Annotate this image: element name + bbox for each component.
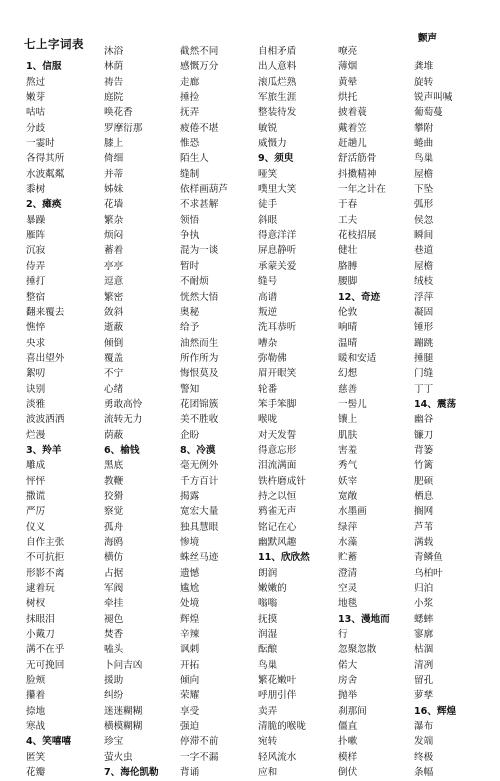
word-entry: 搁网 (414, 506, 434, 518)
word-entry: 葡萄蔓 (414, 107, 443, 119)
word-entry: 恍然大悟 (180, 291, 219, 303)
word-entry: 惟恐 (180, 138, 200, 150)
word-entry: 叛逆 (258, 306, 278, 318)
word-entry: 卜问吉凶 (104, 659, 143, 671)
page-title: 七上字词表 (24, 37, 84, 51)
word-entry: 轻风流水 (258, 751, 297, 763)
word-entry: 庭院 (104, 92, 124, 104)
word-entry: 倾向 (180, 675, 200, 687)
word-entry: 侍弄 (26, 260, 46, 272)
word-entry: 嫩嫩的 (258, 583, 287, 595)
word-entry: 缝号 (258, 276, 278, 288)
word-entry: 波波洒洒 (26, 414, 65, 426)
word-entry: 鸟巢 (414, 153, 434, 165)
word-entry: 铁杵磨成针 (258, 475, 306, 487)
word-entry: 行 (338, 629, 348, 641)
word-entry: 房舍 (338, 675, 358, 687)
word-entry: 得意洋洋 (258, 230, 297, 242)
word-entry: 覆盖 (104, 352, 124, 364)
word-entry: 浮萍 (414, 291, 434, 303)
word-entry: 一霎时 (26, 138, 55, 150)
word-entry: 惨境 (180, 537, 200, 548)
word-entry: 揭露 (180, 490, 200, 502)
word-entry: 萝孳 (414, 690, 434, 702)
word-entry: 淡雅 (26, 398, 46, 410)
word-entry: 沉寂 (26, 245, 46, 257)
word-entry: 扑嗽 (338, 736, 358, 748)
word-entry: 肌肤 (338, 429, 358, 441)
word-entry: 害羞 (338, 444, 358, 456)
word-entry: 模样 (338, 751, 358, 763)
word-entry: 忽聚忽散 (338, 644, 377, 656)
word-entry: 瞬间 (414, 230, 434, 242)
word-entry (414, 44, 494, 59)
word-entry: 青鳞鱼 (414, 552, 443, 564)
word-entry: 奥秘 (180, 306, 200, 318)
word-entry: 水藻 (338, 537, 358, 548)
word-entry: 雕成 (26, 460, 46, 472)
word-entry: 眉开眼笑 (258, 368, 297, 380)
word-entry: 絮叨 (26, 368, 46, 380)
word-entry: 横仿 (104, 552, 124, 564)
lesson-heading: 1、信服 (26, 61, 62, 73)
word-entry: 遗憾 (180, 567, 200, 579)
word-entry: 雁阵 (26, 230, 46, 242)
word-entry: 抚弄 (180, 107, 200, 119)
extra-word: 颤声 (418, 33, 438, 44)
lesson-heading: 12、奇迹 (338, 291, 381, 303)
word-entry: 屋檐 (414, 260, 434, 272)
word-entry: 响晴 (338, 322, 358, 334)
word-entry: 归泊 (414, 583, 434, 595)
word-entry: 央求 (26, 337, 46, 349)
word-entry: 罗摩衍那 (104, 122, 143, 134)
lesson-heading: 11、欣欣然 (258, 552, 310, 564)
word-entry: 海鸥 (104, 537, 124, 548)
word-entry: 空灵 (338, 583, 358, 595)
word-entry: 寒战 (26, 721, 46, 733)
word-entry: 荫蔽 (104, 429, 124, 441)
word-entry: 所作所为 (180, 352, 219, 364)
word-entry: 条幅 (414, 767, 434, 779)
word-column-6 (414, 44, 494, 781)
word-entry: 侯忽 (414, 214, 434, 226)
word-entry: 依样画葫芦 (180, 184, 228, 196)
word-entry: 捶捡 (180, 92, 200, 104)
word-entry: 竹篱 (414, 460, 434, 472)
word-entry: 逗意 (104, 276, 124, 288)
word-entry: 截然不同 (180, 46, 219, 57)
word-entry: 枯涸 (414, 644, 434, 656)
word-entry: 占据 (104, 567, 124, 579)
word-entry: 栖息 (414, 490, 434, 502)
word-entry: 黑底 (104, 460, 124, 472)
word-entry: 萤火虫 (104, 751, 133, 763)
word-entry: 花瓣 (26, 767, 46, 779)
word-entry: 宽敞 (338, 490, 358, 502)
word-entry: 巷道 (414, 245, 434, 257)
word-entry: 逝蔽 (104, 322, 124, 334)
word-entry: 并蒂 (104, 168, 124, 180)
word-entry: 怦怦 (26, 475, 46, 487)
word-entry: 幻想 (338, 368, 358, 380)
word-entry: 发端 (414, 736, 434, 748)
word-entry: 烦闷 (104, 230, 124, 242)
word-entry: 军旅生涯 (258, 92, 297, 104)
word-entry: 绒枝 (414, 276, 434, 288)
word-entry: 镰刀 (414, 429, 434, 441)
word-entry: 迷迷糊糊 (104, 705, 143, 717)
word-entry: 停滞不前 (180, 736, 219, 748)
word-entry: 应和 (258, 767, 278, 779)
word-entry: 倒伏 (338, 767, 358, 779)
word-entry: 润湿 (258, 629, 278, 641)
word-entry: 捶打 (26, 276, 46, 288)
word-entry: 温晴 (338, 337, 358, 349)
word-entry: 熬过 (26, 76, 46, 88)
word-entry: 一字不漏 (180, 751, 219, 763)
word-entry: 缝制 (180, 168, 200, 180)
lesson-heading: 2、瘫痪 (26, 199, 62, 211)
word-entry: 僵直 (338, 721, 358, 733)
word-entry: 丁丁 (414, 383, 434, 395)
word-entry: 荣耀 (180, 690, 200, 702)
word-entry: 援助 (104, 675, 124, 687)
word-entry: 门缝 (414, 368, 434, 380)
word-entry: 乌柏叶 (414, 567, 443, 579)
word-column-2 (104, 44, 180, 781)
word-entry: 疲倦不堪 (180, 122, 219, 134)
word-entry: 抛举 (338, 690, 358, 702)
word-entry: 蛛丝马迹 (180, 552, 219, 564)
word-entry: 蹦跳 (414, 337, 434, 349)
word-entry: 胳膊 (338, 260, 358, 272)
word-entry: 锤形 (414, 322, 434, 334)
word-entry: 龚堆 (414, 61, 434, 73)
word-entry: 芦苇 (414, 521, 434, 533)
word-entry: 树杈 (26, 598, 46, 610)
word-entry: 一年之计在 (338, 184, 386, 196)
word-entry: 嘈杂 (258, 337, 278, 349)
word-entry: 整装待发 (258, 107, 297, 119)
word-entry: 宛转 (258, 736, 278, 748)
word-entry: 悔恨莫及 (180, 368, 219, 380)
word-entry: 背诵 (180, 767, 200, 779)
word-entry: 宽宏大量 (180, 506, 219, 518)
word-entry: 花墙 (104, 199, 124, 211)
word-entry: 捶腿 (414, 352, 434, 364)
word-entry: 亭亭 (104, 260, 124, 272)
word-entry: 水波粼粼 (26, 168, 65, 180)
word-entry: 狡猾 (104, 490, 124, 502)
word-entry: 锐声叫喊 (414, 92, 453, 104)
word-entry: 军阀 (104, 583, 124, 595)
word-entry: 沐浴 (104, 46, 124, 57)
word-entry: 小戴刀 (26, 629, 55, 641)
word-entry: 笨手笨脚 (258, 398, 297, 410)
word-entry: 混为一谈 (180, 245, 219, 257)
word-entry: 黍树 (26, 184, 46, 196)
word-entry: 不求甚解 (180, 199, 219, 211)
word-entry: 尴尬 (180, 583, 200, 595)
word-entry: 下坠 (414, 184, 434, 196)
word-entry: 诀别 (26, 383, 46, 395)
word-entry: 背篓 (414, 444, 434, 456)
word-entry: 辉煌 (180, 613, 200, 625)
word-entry: 咕咕 (26, 107, 46, 119)
word-entry: 自相矛盾 (258, 46, 297, 57)
word-entry: 领悟 (180, 214, 200, 226)
lesson-heading: 4、笑嘻嘻 (26, 736, 72, 748)
word-entry: 花团锦簇 (180, 398, 219, 410)
word-entry: 披着蓑 (338, 107, 367, 119)
word-entry: 朗润 (258, 567, 278, 579)
word-entry: 戴着笠 (338, 122, 367, 134)
word-entry: 寥廓 (414, 629, 434, 641)
word-entry: 嗡嗡 (258, 598, 278, 610)
word-entry: 哑笑 (258, 168, 278, 180)
word-entry: 攥着 (26, 690, 46, 702)
word-entry: 抹眼泪 (26, 613, 55, 625)
word-entry: 滚瓜烂熟 (258, 76, 297, 88)
word-entry: 千方百计 (180, 475, 219, 487)
word-entry: 珍宝 (104, 736, 124, 748)
lesson-heading: 13、漫地而 (338, 613, 390, 625)
word-entry: 仪义 (26, 521, 46, 533)
word-entry: 唤花香 (104, 107, 133, 119)
word-entry: 嗑头 (104, 644, 124, 656)
word-entry: 辛辣 (180, 629, 200, 641)
word-entry: 教鞭 (104, 475, 124, 487)
word-entry: 屋檐 (414, 168, 434, 180)
word-entry: 持之以恒 (258, 490, 297, 502)
word-entry: 蜷曲 (414, 138, 434, 150)
word-entry: 弥勒佛 (258, 352, 287, 364)
word-entry: 幽默风趣 (258, 537, 297, 548)
word-entry: 牵挂 (104, 598, 124, 610)
word-entry: 焚香 (104, 629, 124, 641)
word-entry: 强迫 (180, 721, 200, 733)
word-entry: 鸟巢 (258, 659, 278, 671)
word-entry: 脸颊 (26, 675, 46, 687)
word-entry: 徒手 (258, 199, 278, 211)
word-entry: 攀附 (414, 122, 434, 134)
word-entry: 工夫 (338, 214, 358, 226)
word-entry: 喜出望外 (26, 352, 65, 364)
word-entry: 蓄着 (104, 245, 124, 257)
word-entry: 弧形 (414, 199, 434, 211)
word-entry: 捺地 (26, 705, 46, 717)
word-entry: 林荫 (104, 61, 124, 73)
word-entry: 花枝招展 (338, 230, 377, 242)
word-entry: 流转无力 (104, 414, 143, 426)
word-entry: 薄烟 (338, 61, 358, 73)
word-entry: 噗里大笑 (258, 184, 297, 196)
word-entry: 纠纷 (104, 690, 124, 702)
word-entry: 自作主张 (26, 537, 65, 548)
word-column-5 (338, 44, 414, 781)
word-entry: 无可挽回 (26, 659, 65, 671)
word-entry: 严厉 (26, 506, 46, 518)
word-entry: 暴躁 (26, 214, 46, 226)
word-entry: 繁密 (104, 291, 124, 303)
word-entry: 一髻儿 (338, 398, 367, 410)
word-entry: 勇敢高怜 (104, 398, 143, 410)
word-entry (26, 44, 104, 59)
word-entry: 油然而生 (180, 337, 219, 349)
word-entry: 姊妹 (104, 184, 124, 196)
word-entry: 轮番 (258, 383, 278, 395)
lesson-heading: 7、海伦凯勒 (104, 767, 159, 779)
word-entry: 敛斜 (104, 306, 124, 318)
word-entry: 逮着玩 (26, 583, 55, 595)
word-entry: 终极 (414, 751, 434, 763)
word-column-1 (26, 44, 104, 781)
word-entry: 倚细 (104, 153, 124, 165)
word-entry: 开拓 (180, 659, 200, 671)
word-entry: 孤舟 (104, 521, 124, 533)
word-entry: 地毯 (338, 598, 358, 610)
word-entry: 匿笑 (26, 751, 46, 763)
word-entry: 喉咙 (258, 414, 278, 426)
word-entry: 伦敦 (338, 306, 358, 318)
word-entry: 得意忘形 (258, 444, 297, 456)
word-entry: 瀑布 (414, 721, 434, 733)
word-entry: 企盼 (180, 429, 200, 441)
word-entry: 分歧 (26, 122, 46, 134)
word-entry: 享受 (180, 705, 200, 717)
word-entry: 贮蓄 (338, 552, 358, 564)
word-entry: 腰脚 (338, 276, 358, 288)
word-entry: 幽谷 (414, 414, 434, 426)
word-entry: 鸦雀无声 (258, 506, 297, 518)
word-entry: 各得其所 (26, 153, 65, 165)
word-entry: 洗耳恭听 (258, 322, 297, 334)
word-entry: 澄清 (338, 567, 358, 579)
word-entry: 刹那间 (338, 705, 367, 717)
word-entry: 不可抗拒 (26, 552, 65, 564)
word-entry: 争执 (180, 230, 200, 242)
word-entry: 陌生人 (180, 153, 209, 165)
word-entry: 讽刺 (180, 644, 200, 656)
word-entry: 清冽 (414, 659, 434, 671)
word-entry: 烂漫 (26, 429, 46, 441)
lesson-heading: 6、榆钱 (104, 444, 140, 456)
word-entry: 斜眼 (258, 214, 278, 226)
word-entry: 美不胜收 (180, 414, 219, 426)
word-entry: 警知 (180, 383, 200, 395)
word-entry: 水墨画 (338, 506, 367, 518)
word-entry: 镶上 (338, 414, 358, 426)
word-entry: 倾倒 (104, 337, 124, 349)
lesson-heading: 14、震荡 (414, 398, 457, 410)
word-entry: 繁花嫩叶 (258, 675, 297, 687)
word-entry: 铭记在心 (258, 521, 297, 533)
word-entry: 暖和安适 (338, 352, 377, 364)
word-entry: 屏息静听 (258, 245, 297, 257)
word-entry: 褪色 (104, 613, 124, 625)
word-entry: 呼朋引伴 (258, 690, 297, 702)
word-entry: 卖弄 (258, 705, 278, 717)
word-entry: 处境 (180, 598, 200, 610)
word-entry: 满载 (414, 537, 434, 548)
word-entry: 满不在乎 (26, 644, 65, 656)
word-entry: 酝酿 (258, 644, 278, 656)
word-entry: 烘托 (338, 92, 358, 104)
word-entry: 偌大 (338, 659, 358, 671)
word-entry: 形影不离 (26, 567, 65, 579)
word-entry: 走廊 (180, 76, 200, 88)
word-column-3 (180, 44, 258, 781)
word-entry: 敏锐 (258, 122, 278, 134)
word-entry: 泪流满面 (258, 460, 297, 472)
word-entry: 抚摸 (258, 613, 278, 625)
word-entry: 抖擞精神 (338, 168, 377, 180)
word-entry: 不耐烦 (180, 276, 209, 288)
lesson-heading: 3、羚羊 (26, 444, 62, 456)
lesson-heading: 8、冷漠 (180, 444, 216, 456)
word-entry: 赶趟儿 (338, 138, 367, 150)
word-entry: 旋转 (414, 76, 434, 88)
word-entry: 小浆 (414, 598, 434, 610)
word-entry: 绿萍 (338, 521, 358, 533)
word-entry: 妖宰 (338, 475, 358, 487)
word-entry: 留孔 (414, 675, 434, 687)
word-entry: 蟋蟀 (414, 613, 434, 625)
word-entry: 清脆的喉咙 (258, 721, 306, 733)
word-entry: 出人意料 (258, 61, 297, 73)
word-entry: 对天发誓 (258, 429, 297, 441)
word-entry: 威慑力 (258, 138, 287, 150)
word-entry: 高谱 (258, 291, 278, 303)
lesson-heading: 16、辉煌 (414, 705, 457, 717)
word-entry: 憔悴 (26, 322, 46, 334)
lesson-heading: 9、须臾 (258, 153, 294, 165)
word-entry: 给予 (180, 322, 200, 334)
word-entry: 繁杂 (104, 214, 124, 226)
word-column-4 (258, 44, 338, 781)
word-entry: 凝固 (414, 306, 434, 318)
word-entry: 祷告 (104, 76, 124, 88)
word-entry: 慈善 (338, 383, 358, 395)
word-entry: 嘹亮 (338, 46, 358, 57)
word-entry: 舒活筋骨 (338, 153, 377, 165)
word-entry: 肥硕 (414, 475, 434, 487)
word-entry: 不宁 (104, 368, 124, 380)
word-entry: 心绪 (104, 383, 124, 395)
word-entry: 察觉 (104, 506, 124, 518)
word-entry: 整宿 (26, 291, 46, 303)
word-entry: 独具慧眼 (180, 521, 219, 533)
word-entry: 感慨万分 (180, 61, 219, 73)
word-entry: 嫩芽 (26, 92, 46, 104)
word-entry: 横模糊糊 (104, 721, 143, 733)
word-entry: 膝上 (104, 138, 124, 150)
word-entry: 健壮 (338, 245, 358, 257)
word-entry: 撒谎 (26, 490, 46, 502)
word-entry: 黄晕 (338, 76, 358, 88)
word-entry: 秀气 (338, 460, 358, 472)
word-entry: 于春 (338, 199, 358, 211)
word-entry: 翻来覆去 (26, 306, 65, 318)
word-entry: 毫无例外 (180, 460, 219, 472)
word-entry: 承蒙关爱 (258, 260, 297, 272)
word-entry: 暂时 (180, 260, 200, 272)
